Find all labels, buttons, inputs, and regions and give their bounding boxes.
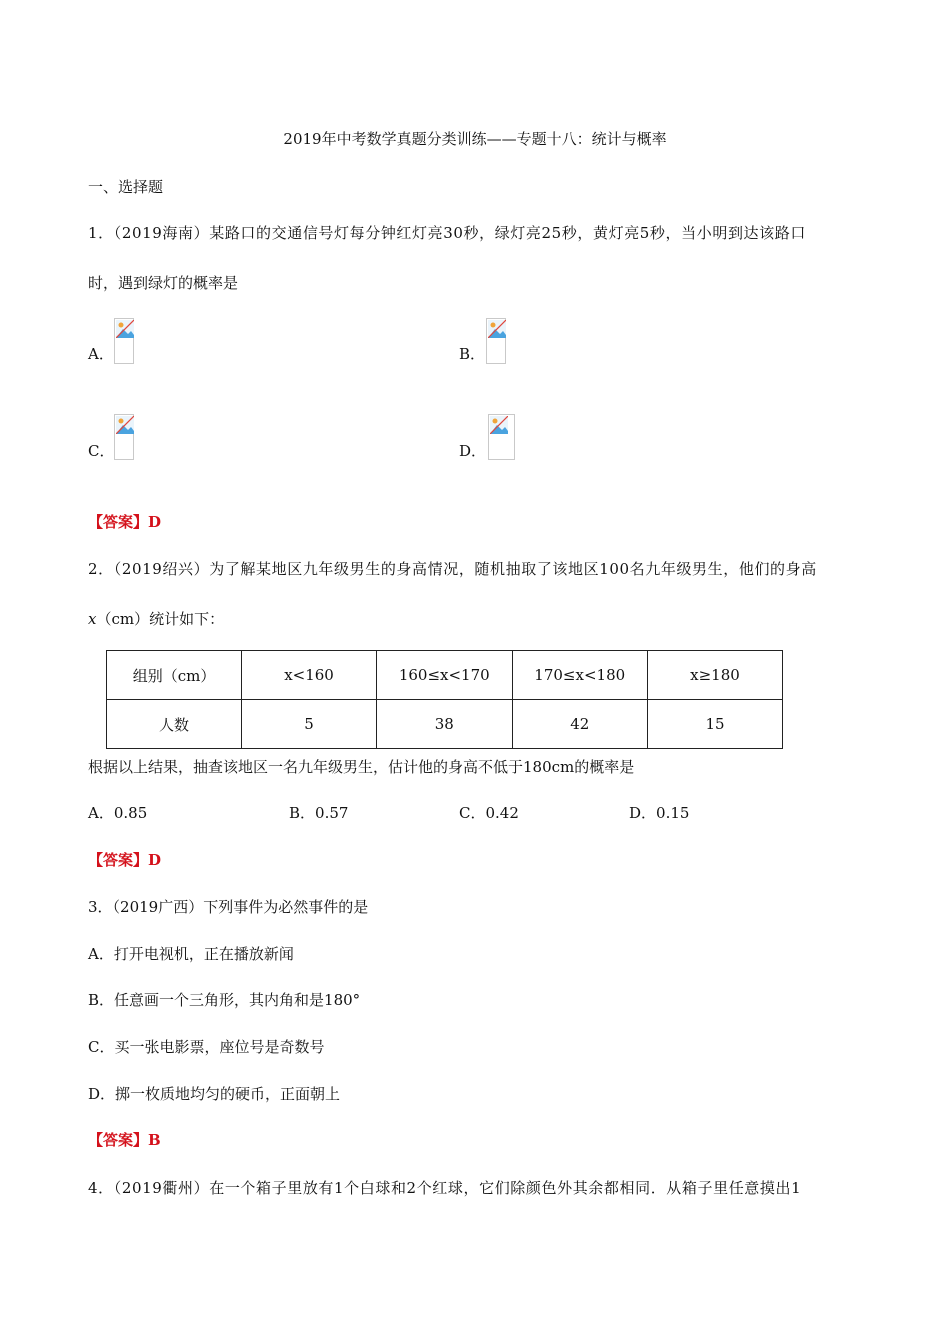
question-1-line-2: 时，遇到绿灯的概率是 (88, 274, 239, 292)
option-c: C．0.42 (459, 804, 519, 822)
option-d-image-icon (488, 414, 515, 460)
question-3-line-1: 3．（2019广西）下列事件为必然事件的是 (88, 898, 369, 916)
table-cell: 160≤x<170 (377, 651, 512, 700)
option-b-label: B． (459, 345, 486, 363)
answer-label: 【答案】 (88, 851, 149, 869)
option-d: D．0.15 (629, 804, 690, 822)
option-c-image-icon (114, 414, 134, 460)
answer-1 (88, 511, 161, 532)
question-2-line-2-text: （cm）统计如下： (96, 610, 225, 628)
option-b: B．任意画一个三角形，其内角和是180° (88, 991, 361, 1009)
answer-value: D (148, 851, 162, 869)
option-b-image-icon (486, 318, 506, 364)
answer-3 (88, 1129, 161, 1150)
table-cell: 170≤x<180 (512, 651, 647, 700)
answer-value: B (148, 1131, 161, 1149)
question-1-line-1: 1．（2019海南）某路口的交通信号灯每分钟红灯亮30秒，绿灯亮25秒，黄灯亮5秒，当小明到达该路口 (88, 224, 806, 242)
table-cell: 组别（cm） (107, 651, 242, 700)
answer-2 (88, 849, 161, 870)
table-cell: 15 (647, 700, 782, 749)
option-a-image-icon (114, 318, 134, 364)
question-2-line-2 (88, 608, 224, 629)
table-cell: 5 (242, 700, 377, 749)
question-2-line-1: 2．（2019绍兴）为了解某地区九年级男生的身高情况，随机抽取了该地区100名九年级男生，他们的身高 (88, 560, 817, 578)
answer-value: D (148, 513, 162, 531)
table-row (107, 700, 783, 749)
option-b: B．0.57 (289, 804, 349, 822)
table-cell: x≥180 (647, 651, 782, 700)
table-cell: 42 (512, 700, 647, 749)
answer-label: 【答案】 (88, 1131, 149, 1149)
table-cell: x<160 (242, 651, 377, 700)
table-header-row (107, 651, 783, 700)
option-a: A．打开电视机，正在播放新闻 (88, 945, 294, 963)
height-statistics-table (106, 650, 783, 749)
answer-label: 【答案】 (88, 513, 149, 531)
option-a-label: A． (88, 345, 114, 363)
table-cell: 人数 (107, 700, 242, 749)
question-2-prompt: 根据以上结果，抽查该地区一名九年级男生，估计他的身高不低于180cm的概率是 (88, 758, 635, 776)
table-cell: 38 (377, 700, 512, 749)
variable-x: x (88, 610, 97, 628)
question-4-line-1: 4．（2019衢州）在一个箱子里放有1个白球和2个红球，它们除颜色外其余都相同．从箱子里任意摸出1 (88, 1179, 802, 1197)
section-heading: 一、选择题 (88, 178, 164, 196)
option-d-label: D． (459, 442, 487, 460)
option-c-label: C． (88, 442, 115, 460)
option-c: C．买一张电影票，座位号是奇数号 (88, 1038, 325, 1056)
page-title: 2019年中考数学真题分类训练——专题十八：统计与概率 (283, 130, 667, 148)
option-a: A．0.85 (88, 804, 148, 822)
option-d: D．掷一枚质地均匀的硬币，正面朝上 (88, 1085, 341, 1103)
